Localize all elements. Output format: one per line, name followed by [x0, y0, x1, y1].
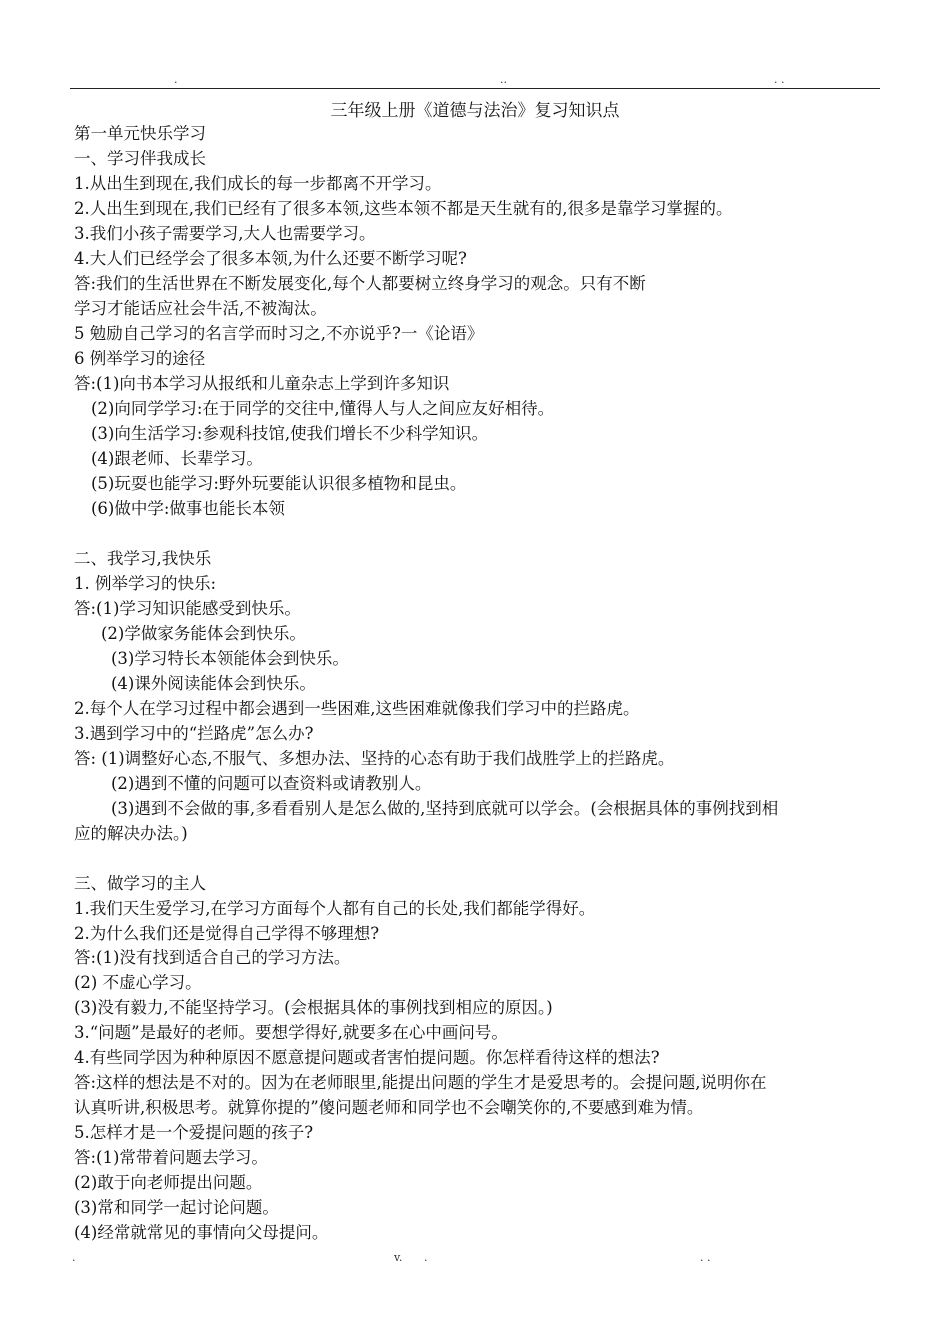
answer-line: 答:这样的想法是不对的。因为在老师眼里,能提出问题的学生才是爱思考的。会提问题,说明你在	[74, 1073, 767, 1092]
text-line: 5 勉励自己学习的名言学而时习之,不亦说乎?一《论语》	[74, 324, 484, 343]
text-line: 3.我们小孩子需要学习,大人也需要学习。	[74, 224, 376, 243]
text-line: 2.每个人在学习过程中都会遇到一些困难,这些困难就像我们学习中的拦路虎。	[74, 699, 640, 718]
footer-mark-center-dot: .	[424, 1251, 428, 1264]
answer-line: 答:(1)常带着问题去学习。	[74, 1148, 268, 1167]
question-line: 5.怎样才是一个爱提问题的孩子?	[74, 1123, 314, 1142]
question-line: 4.有些同学因为种种原因不愿意提问题或者害怕提问题。你怎样看待这样的想法?	[74, 1048, 660, 1067]
section-heading: 三、做学习的主人	[74, 874, 206, 893]
answer-line: 答:(1)学习知识能感受到快乐。	[74, 599, 301, 618]
answer-line: 答:(1)没有找到适合自己的学习方法。	[74, 948, 351, 967]
answer-item: (2)敢于向老师提出问题。	[74, 1173, 263, 1192]
footer-mark-right: . .	[700, 1251, 711, 1264]
text-line: 1.从出生到现在,我们成长的每一步都离不开学习。	[74, 174, 442, 193]
answer-item: (3)常和同学一起讨论问题。	[74, 1198, 279, 1217]
text-line: 1.我们天生爱学习,在学习方面每个人都有自己的长处,我们都能学得好。	[74, 899, 596, 918]
answer-item: (2)向同学学习:在于同学的交往中,懂得人与人之间应友好相待。	[91, 399, 555, 418]
answer-item: (3)遇到不会做的事,多看看别人是怎么做的,坚持到底就可以学会。(会根据具体的事例找到相	[111, 799, 779, 818]
answer-item: (2)遇到不懂的问题可以查资料或请教别人。	[111, 774, 432, 793]
header-mark-right: . .	[774, 73, 785, 86]
answer-item: (2)学做家务能体会到快乐。	[101, 624, 306, 643]
answer-item: (4)跟老师、长辈学习。	[91, 449, 263, 468]
answer-item: (3)学习特长本领能体会到快乐。	[111, 649, 349, 668]
answer-item: (4)经常就常见的事情向父母提问。	[74, 1223, 329, 1242]
answer-item: 应的解决办法。)	[74, 824, 188, 843]
answer-item: (4)课外阅读能体会到快乐。	[111, 674, 316, 693]
answer-item: (6)做中学:做事也能长本领	[91, 499, 285, 518]
answer-item: (3)向生活学习:参观科技馆,使我们增长不少科学知识。	[91, 424, 489, 443]
footer-mark-center: v.	[394, 1251, 403, 1264]
answer-item: (2) 不虚心学习。	[74, 973, 202, 992]
section-heading: 一、学习伴我成长	[74, 149, 206, 168]
header-rule	[70, 88, 880, 89]
question-line: 2.为什么我们还是觉得自己学得不够理想?	[74, 924, 380, 943]
answer-line: 答:我们的生活世界在不断发展变化,每个人都要树立终身学习的观念。只有不断	[74, 274, 646, 293]
header-mark-left: .	[174, 73, 178, 86]
answer-line: 答: (1)调整好心态,不服气、多想办法、坚持的心态有助于我们战胜学上的拦路虎。	[74, 749, 675, 768]
text-line: 2.人出生到现在,我们已经有了很多本领,这些本领不都是天生就有的,很多是靠学习掌握的。	[74, 199, 733, 218]
text-line: 3.“问题”是最好的老师。要想学得好,就要多在心中画问号。	[74, 1023, 508, 1042]
question-line: 1. 例举学习的快乐:	[74, 574, 217, 593]
question-line: 6 例举学习的途径	[74, 349, 206, 368]
question-line: 3.遇到学习中的“拦路虎”怎么办?	[74, 724, 314, 743]
footer-mark-left: .	[72, 1251, 76, 1264]
answer-line: 答:(1)向书本学习从报纸和儿童杂志上学到许多知识	[74, 374, 450, 393]
header-mark-center: ..	[500, 73, 507, 86]
answer-item: (3)没有毅力,不能坚持学习。(会根据具体的事例找到相应的原因。)	[74, 998, 553, 1017]
question-line: 4.大人们已经学会了很多本领,为什么还要不断学习呢?	[74, 249, 467, 268]
answer-line: 认真听讲,积极思考。就算你提的”傻问题老师和同学也不会嘲笑你的,不要感到难为情。	[74, 1098, 704, 1117]
answer-line: 学习才能话应社会牛活,不被淘汰。	[74, 299, 327, 318]
unit-heading: 第一单元快乐学习	[74, 124, 206, 143]
section-heading: 二、我学习,我快乐	[74, 549, 212, 568]
answer-item: (5)玩耍也能学习:野外玩要能认识很多植物和昆虫。	[91, 474, 467, 493]
document-title: 三年级上册《道德与法治》复习知识点	[330, 101, 620, 121]
